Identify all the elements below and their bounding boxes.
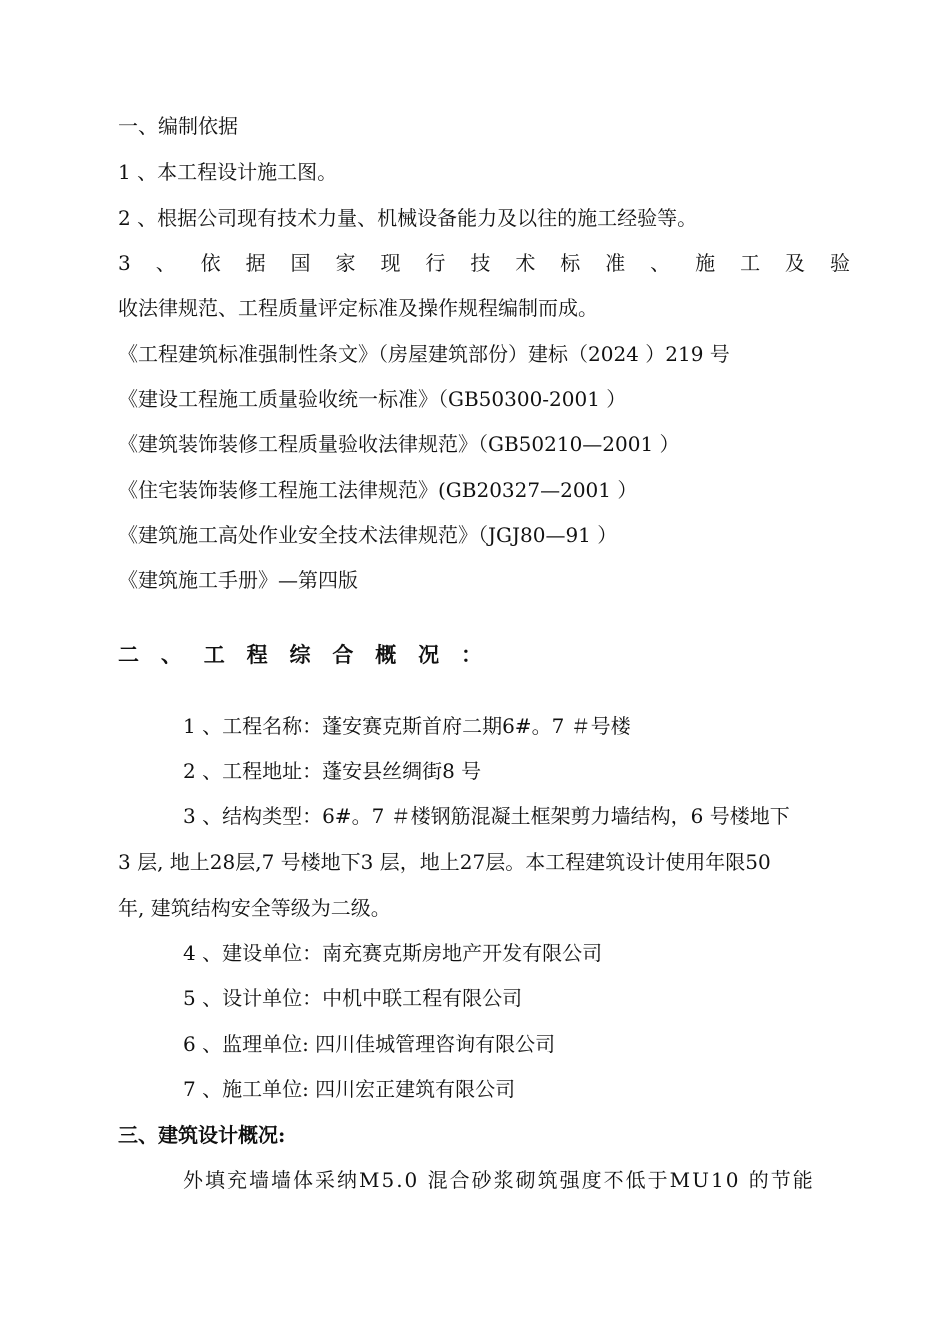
item3-char: 、 [155, 251, 176, 275]
item3-char: 准 [605, 251, 626, 275]
item3-char: 国 [290, 251, 311, 275]
section2-title-char: 况 [418, 642, 440, 667]
section3-title: 三、建筑设计概况: [118, 1123, 286, 1147]
item3-char: 标 [560, 251, 581, 275]
item3-char: 行 [425, 251, 446, 275]
section2-item-3: 3 、结构类型：6#。7 ＃楼钢筋混凝土框架剪力墙结构，6 号楼地下 [183, 804, 790, 828]
section2-item-2: 2 、工程地址：蓬安县丝绸街8 号 [183, 759, 482, 783]
reference-4: 《住宅装饰装修工程施工法律规范》(GB20327—2001 ） [118, 478, 638, 502]
item3-char: 工 [740, 251, 761, 275]
section1-item-2: 2 、根据公司现有技术力量、机械设备能力及以往的施工经验等。 [118, 206, 698, 230]
section2-title-char: 综 [289, 642, 311, 667]
item3-char: 术 [515, 251, 536, 275]
section1-item-3 [118, 249, 850, 277]
section2-item-7: 7 、施工单位: 四川宏正建筑有限公司 [183, 1077, 516, 1101]
item3-char: 3 [118, 251, 131, 275]
reference-2: 《建设工程施工质量验收统一标准》（GB50300-2001 ） [118, 387, 627, 411]
section2-title-char: 二 [118, 642, 139, 667]
section2-item-1: 1 、工程名称：蓬安赛克斯首府二期6#。7 ＃号楼 [183, 714, 631, 738]
section2-title [118, 640, 482, 670]
section2-item-3-continued-1: 3 层, 地上28层,7 号楼地下3 层，地上27层。本工程建筑设计使用年限50 [118, 850, 771, 874]
section1-item-1: 1 、本工程设计施工图。 [118, 160, 338, 184]
section2-title-char: 、 [160, 642, 182, 667]
reference-3: 《建筑装饰装修工程质量验收法律规范》（GB50210—2001 ） [118, 432, 680, 456]
item3-char: 验 [829, 251, 850, 275]
reference-6: 《建筑施工手册》—第四版 [118, 568, 358, 592]
section1-title: 一、编制依据 [118, 114, 238, 138]
section2-title-char: ： [461, 642, 482, 667]
section2-title-char: 合 [332, 642, 354, 667]
item3-char: 施 [695, 251, 716, 275]
section1-item-3-continued: 收法律规范、工程质量评定标准及操作规程编制而成。 [118, 296, 598, 320]
section2-item-5: 5 、设计单位：中机中联工程有限公司 [183, 986, 523, 1010]
reference-5: 《建筑施工高处作业安全技术法律规范》（JGJ80—91 ） [118, 523, 618, 547]
section2-title-char: 工 [203, 642, 225, 667]
item3-char: 依 [200, 251, 221, 275]
item3-char: 现 [380, 251, 401, 275]
section2-title-char: 概 [375, 642, 397, 667]
item3-char: 、 [650, 251, 671, 275]
item3-char: 家 [335, 251, 356, 275]
item3-char: 及 [785, 251, 806, 275]
section2-item-4: 4 、建设单位：南充赛克斯房地产开发有限公司 [183, 941, 603, 965]
item3-char: 技 [470, 251, 491, 275]
section2-item-3-continued-2: 年, 建筑结构安全等级为二级。 [118, 896, 391, 920]
section3-paragraph: 外填充墙墙体采纳M5.0 混合砂浆砌筑强度不低于MU10 的节能 [183, 1168, 815, 1192]
section2-title-char: 程 [246, 642, 268, 667]
reference-1: 《工程建筑标准强制性条文》（房屋建筑部份）建标（2024 ）219 号 [118, 342, 730, 366]
item3-char: 据 [245, 251, 266, 275]
section2-item-6: 6 、监理单位: 四川佳城管理咨询有限公司 [183, 1032, 556, 1056]
